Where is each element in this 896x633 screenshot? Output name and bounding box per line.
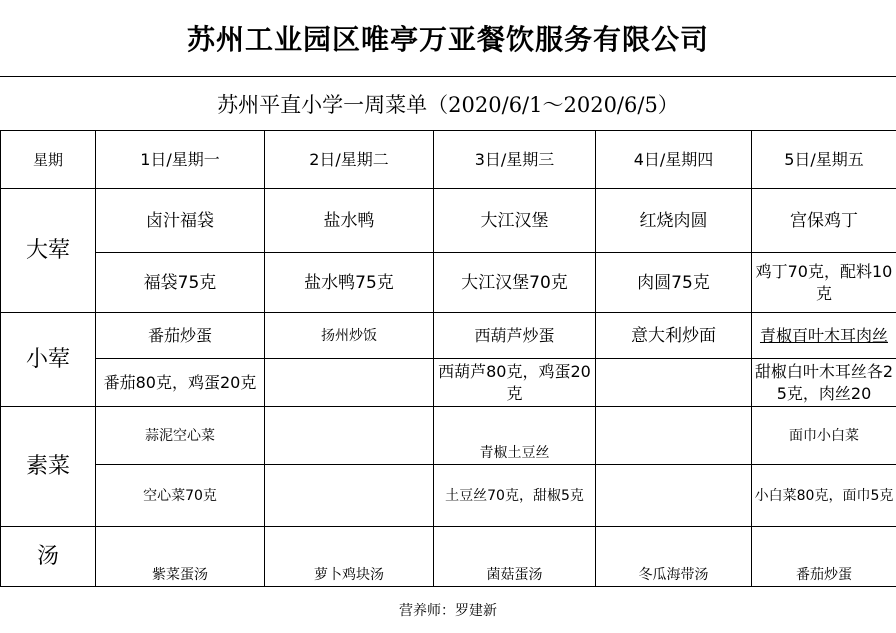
dish-cell: 卤汁福袋 bbox=[96, 189, 265, 253]
title-divider bbox=[0, 76, 896, 77]
sucai-dish-row bbox=[1, 407, 896, 465]
amount-cell bbox=[596, 465, 752, 527]
day-header-4: 4日/星期四 bbox=[596, 131, 752, 189]
amount-cell: 盐水鸭75克 bbox=[265, 253, 434, 313]
sucai-amount-row bbox=[1, 465, 896, 527]
amount-cell: 番茄80克，鸡蛋20克 bbox=[96, 359, 265, 407]
soup-cell: 紫菜蛋汤 bbox=[96, 527, 265, 587]
amount-cell: 大江汉堡70克 bbox=[434, 253, 596, 313]
dahun-dish-row bbox=[1, 189, 896, 253]
amount-cell: 空心菜70克 bbox=[96, 465, 265, 527]
dish-cell: 青椒土豆丝 bbox=[434, 407, 596, 465]
amount-cell bbox=[265, 359, 434, 407]
dish-cell: 大江汉堡 bbox=[434, 189, 596, 253]
dish-cell bbox=[596, 407, 752, 465]
category-tang: 汤 bbox=[1, 527, 96, 587]
dish-cell: 面巾小白菜 bbox=[752, 407, 896, 465]
dish-cell: 青椒百叶木耳肉丝 bbox=[752, 313, 896, 359]
xiaohun-amount-row bbox=[1, 359, 896, 407]
company-title: 苏州工业园区唯亭万亚餐饮服务有限公司 bbox=[186, 23, 709, 56]
category-xiaohun: 小荤 bbox=[1, 313, 96, 407]
amount-cell: 西葫芦80克，鸡蛋20克 bbox=[434, 359, 596, 407]
amount-cell bbox=[596, 359, 752, 407]
soup-cell: 番茄炒蛋 bbox=[752, 527, 896, 587]
dish-cell bbox=[265, 407, 434, 465]
tang-row bbox=[1, 527, 896, 587]
amount-cell: 肉圆75克 bbox=[596, 253, 752, 313]
amount-cell: 小白菜80克，面巾5克 bbox=[752, 465, 896, 527]
dish-cell: 宫保鸡丁 bbox=[752, 189, 896, 253]
dahun-amount-row bbox=[1, 253, 896, 313]
category-sucai: 素菜 bbox=[1, 407, 96, 527]
dish-cell: 意大利炒面 bbox=[596, 313, 752, 359]
amount-cell: 福袋75克 bbox=[96, 253, 265, 313]
weekday-header: 星期 bbox=[1, 131, 96, 189]
day-header-5: 5日/星期五 bbox=[752, 131, 896, 189]
nutritionist-footer: 营养师：罗建新 bbox=[399, 603, 497, 619]
dish-cell: 西葫芦炒蛋 bbox=[434, 313, 596, 359]
amount-cell: 鸡丁70克，配料10克 bbox=[752, 253, 896, 313]
xiaohun-dish-row bbox=[1, 313, 896, 359]
amount-cell: 土豆丝70克，甜椒5克 bbox=[434, 465, 596, 527]
menu-subtitle: 苏州平直小学一周菜单（2020/6/1～2020/6/5） bbox=[217, 93, 679, 117]
weekly-menu-table bbox=[0, 130, 896, 587]
dish-cell: 番茄炒蛋 bbox=[96, 313, 265, 359]
soup-cell: 冬瓜海带汤 bbox=[596, 527, 752, 587]
amount-cell bbox=[265, 465, 434, 527]
day-header-1: 1日/星期一 bbox=[96, 131, 265, 189]
dish-cell: 扬州炒饭 bbox=[265, 313, 434, 359]
day-header-3: 3日/星期三 bbox=[434, 131, 596, 189]
soup-cell: 萝卜鸡块汤 bbox=[265, 527, 434, 587]
dish-cell: 红烧肉圆 bbox=[596, 189, 752, 253]
category-dahun: 大荤 bbox=[1, 189, 96, 313]
dish-cell: 蒜泥空心菜 bbox=[96, 407, 265, 465]
soup-cell: 菌菇蛋汤 bbox=[434, 527, 596, 587]
header-row bbox=[1, 131, 896, 189]
dish-cell: 盐水鸭 bbox=[265, 189, 434, 253]
day-header-2: 2日/星期二 bbox=[265, 131, 434, 189]
amount-cell: 甜椒白叶木耳丝各25克，肉丝20 bbox=[752, 359, 896, 407]
